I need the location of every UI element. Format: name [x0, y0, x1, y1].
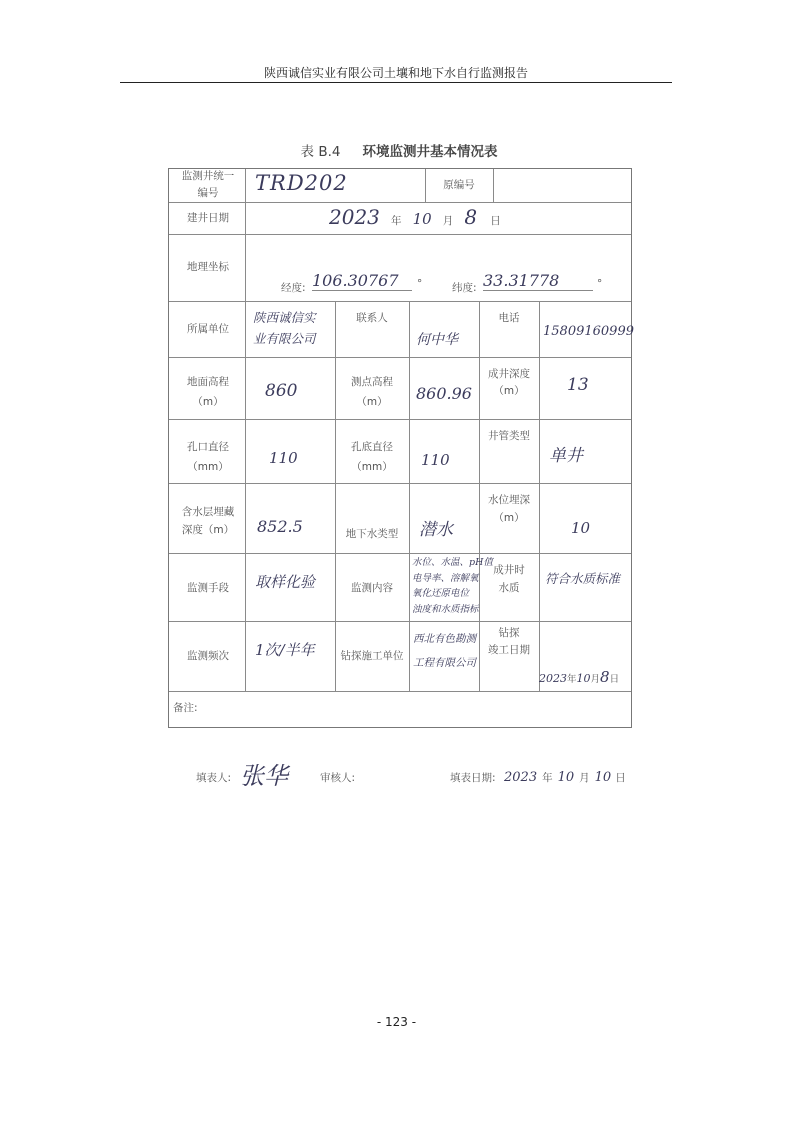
monitoring-method-label: 监测手段: [187, 582, 229, 594]
phone-label: 电话: [498, 312, 520, 324]
scanned-form: [164, 130, 634, 810]
latitude-degree: °: [597, 278, 603, 290]
bottom-diameter-label: 孔底直径 （mm）: [351, 441, 393, 473]
bottom-diameter-value: 110: [421, 451, 450, 469]
original-id-label: 原编号: [443, 179, 475, 191]
aquifer-depth-value: 852.5: [257, 517, 303, 536]
monitoring-method-value: 取样化验: [255, 573, 316, 591]
row-divider: [169, 301, 631, 302]
build-date-label: 建井日期: [187, 212, 229, 224]
top-diameter-value: 110: [269, 449, 298, 467]
top-diameter-label: 孔口直径 （mm）: [187, 441, 229, 473]
initial-water-quality-value: 符合水质标准: [545, 571, 621, 586]
contact-label: 联系人: [356, 312, 388, 324]
fill-date-value: 2023 年 10 月 10 日: [504, 770, 626, 785]
latitude-value: 33.31778: [483, 271, 593, 291]
col-divider: [335, 301, 336, 691]
pipe-type-label: 井管类型: [488, 430, 530, 442]
col-divider: [493, 169, 494, 202]
well-info-table: [168, 168, 632, 728]
measure-point-elevation-value: 860.96: [416, 384, 472, 403]
drilling-unit-label: 钻探施工单位: [340, 650, 404, 662]
header-rule: [120, 82, 672, 83]
unit-value: 陕西诚信实 业有限公司: [253, 310, 316, 346]
monitoring-frequency-value: 1次/半年: [255, 641, 315, 659]
aquifer-depth-label: 含水层埋藏 深度（m）: [181, 506, 235, 536]
monitoring-content-label: 监测内容: [351, 582, 393, 594]
col-divider: [409, 301, 410, 691]
contact-value: 何中华: [416, 332, 458, 348]
col-divider: [245, 169, 246, 691]
longitude-value: 106.30767: [312, 271, 412, 291]
row-divider: [169, 234, 631, 235]
table-title: 环境监测井基本情况表: [362, 144, 498, 160]
pipe-type-value: 单井: [549, 446, 583, 466]
monitoring-frequency-label: 监测频次: [187, 650, 229, 662]
remarks-label: 备注:: [173, 702, 198, 714]
phone-value: 15809160999: [543, 324, 634, 339]
longitude-degree: °: [417, 278, 423, 290]
water-level-depth-label: 水位埋深 （m）: [488, 494, 530, 524]
measure-point-elevation-label: 测点高程 （m）: [351, 376, 393, 408]
drilling-completion-date-value: 2023年10月8日: [539, 668, 620, 686]
fill-date-label: 填表日期:: [450, 772, 496, 784]
reviewer-label: 审核人:: [320, 772, 356, 784]
row-divider: [169, 202, 631, 203]
row-divider: [169, 553, 631, 554]
row-divider: [169, 357, 631, 358]
groundwater-type-value: 潜水: [419, 520, 453, 540]
initial-water-quality-label: 成井时 水质: [493, 564, 525, 594]
build-date-value: 2023 年 10 月 8 日: [329, 205, 501, 229]
table-code: 表 B.4: [300, 144, 341, 160]
latitude-label: 纬度:: [452, 282, 477, 294]
longitude-label: 经度:: [281, 282, 306, 294]
monitoring-content-value: 水位、水温、pH值 电导率、溶解氧 氧化还原电位 浊度和水质指标: [412, 557, 493, 615]
page-number: - 123 -: [376, 1015, 417, 1029]
row-divider: [169, 691, 631, 692]
well-id-value: TRD202: [255, 171, 348, 195]
ground-elevation-value: 860: [265, 381, 298, 401]
ground-elevation-label: 地面高程 （m）: [187, 376, 229, 408]
report-header: 陕西诚信实业有限公司土壤和地下水自行监测报告: [263, 66, 528, 80]
well-id-label: 监测井统一 编号: [181, 170, 235, 199]
filler-label: 填表人:: [196, 772, 232, 784]
drilling-completion-date-label: 钻探 竣工日期: [488, 627, 530, 656]
water-level-depth-value: 10: [571, 519, 591, 537]
row-divider: [169, 621, 631, 622]
row-divider: [169, 419, 631, 420]
drilling-unit-value: 西北有色勘测 工程有限公司: [413, 633, 476, 669]
coordinates-label: 地理坐标: [187, 261, 229, 273]
groundwater-type-label: 地下水类型: [345, 528, 399, 540]
form-title: [164, 140, 634, 160]
well-depth-value: 13: [567, 375, 589, 395]
filler-signature: 张华: [240, 762, 288, 790]
col-divider: [539, 301, 540, 691]
unit-label: 所属单位: [187, 323, 229, 335]
row-divider: [169, 483, 631, 484]
well-depth-label: 成井深度 （m）: [488, 368, 530, 397]
